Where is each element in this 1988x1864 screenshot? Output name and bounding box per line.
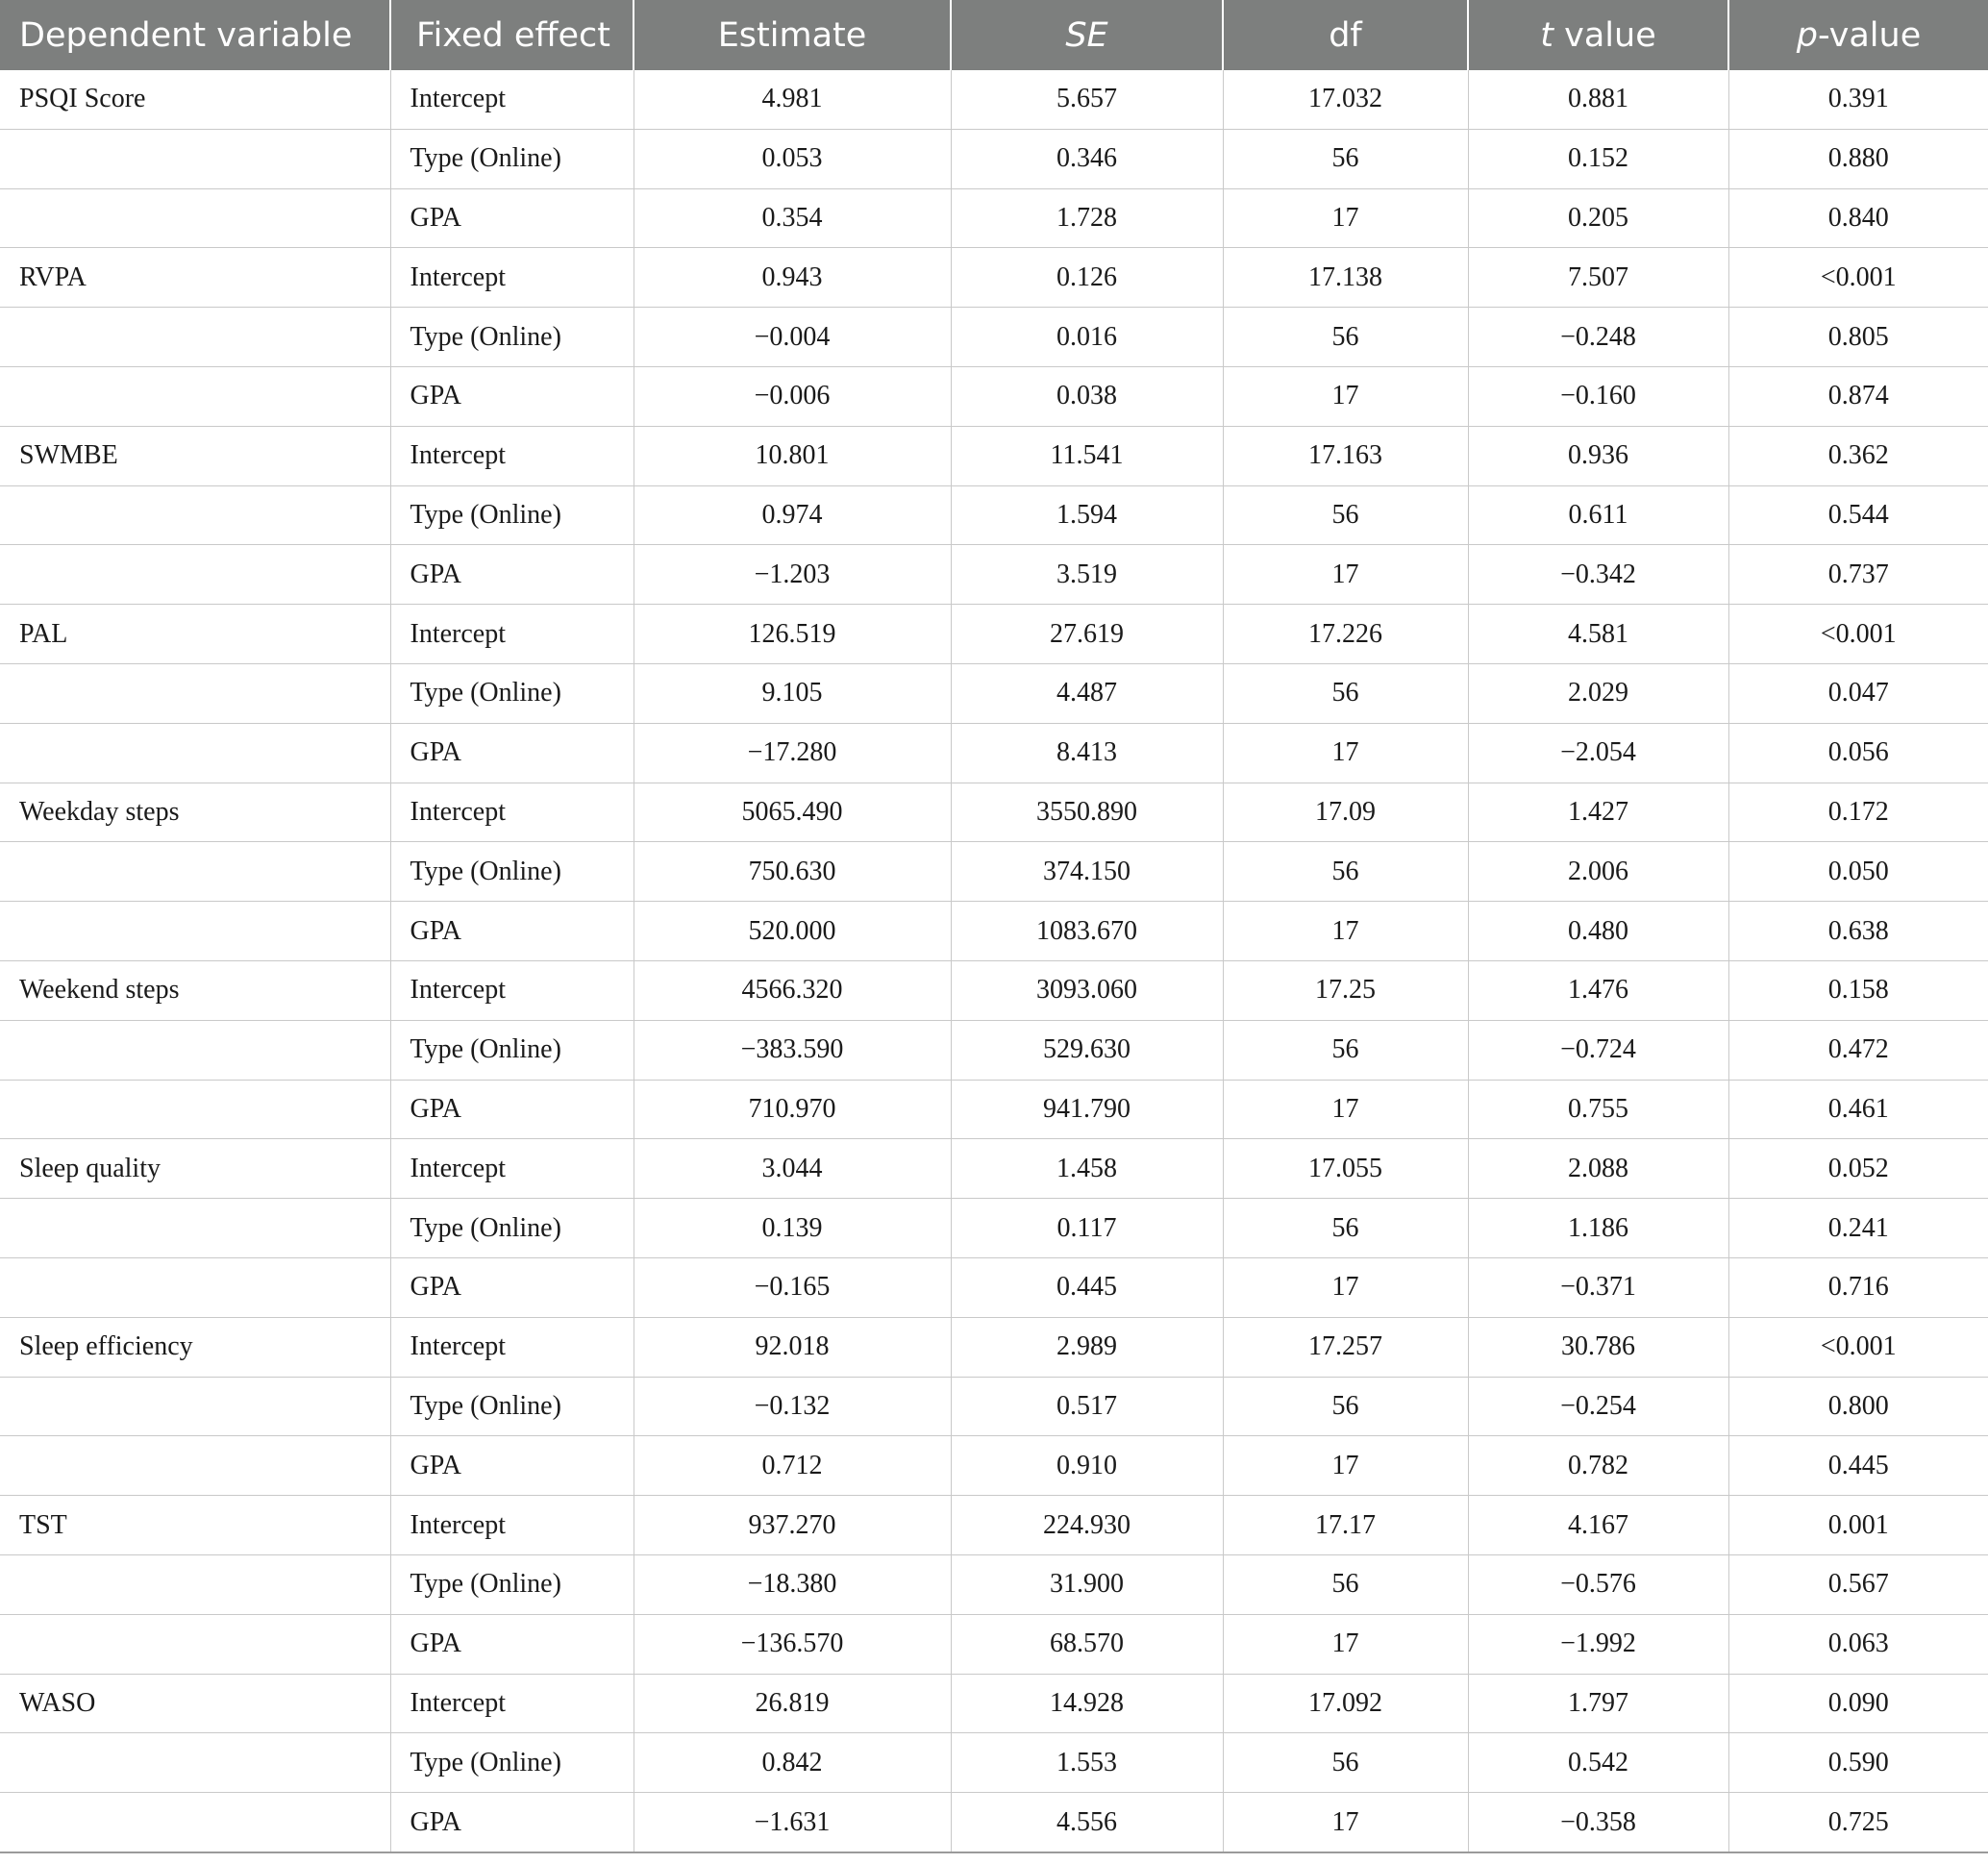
p-value-cell: 0.362 — [1728, 426, 1988, 485]
dependent-variable-cell — [0, 1554, 390, 1614]
dependent-variable-cell — [0, 1080, 390, 1139]
p-value-cell: <0.001 — [1728, 1317, 1988, 1377]
se-cell: 3.519 — [951, 545, 1223, 605]
t-value-cell: 1.797 — [1468, 1674, 1728, 1733]
estimate-cell: −0.004 — [634, 308, 951, 367]
p-value-cell: 0.472 — [1728, 1020, 1988, 1080]
table-row — [0, 485, 1988, 545]
table-row — [0, 366, 1988, 426]
header-se: SE — [951, 0, 1223, 70]
dependent-variable-cell — [0, 1733, 390, 1793]
dependent-variable-cell — [0, 1020, 390, 1080]
dependent-variable-cell: TST — [0, 1496, 390, 1555]
t-value-cell: 7.507 — [1468, 248, 1728, 308]
df-cell: 17 — [1223, 1614, 1468, 1674]
p-value-cell: 0.590 — [1728, 1733, 1988, 1793]
estimate-cell: −18.380 — [634, 1554, 951, 1614]
se-cell: 529.630 — [951, 1020, 1223, 1080]
estimate-cell: 4566.320 — [634, 960, 951, 1020]
fixed-effect-cell: Type (Online) — [390, 1554, 634, 1614]
t-value-cell: 0.480 — [1468, 902, 1728, 961]
p-value-cell: 0.158 — [1728, 960, 1988, 1020]
estimate-cell: 0.842 — [634, 1733, 951, 1793]
estimate-cell: −1.203 — [634, 545, 951, 605]
fixed-effect-cell: Type (Online) — [390, 842, 634, 902]
header-df: df — [1223, 0, 1468, 70]
se-cell: 0.117 — [951, 1199, 1223, 1258]
p-value-cell: 0.056 — [1728, 723, 1988, 783]
header-estimate: Estimate — [634, 0, 951, 70]
se-cell: 1.553 — [951, 1733, 1223, 1793]
fixed-effect-cell: Type (Online) — [390, 129, 634, 188]
t-value-cell: 30.786 — [1468, 1317, 1728, 1377]
df-cell: 56 — [1223, 1377, 1468, 1436]
dependent-variable-cell — [0, 366, 390, 426]
table-row — [0, 1614, 1988, 1674]
fixed-effect-cell: Type (Online) — [390, 485, 634, 545]
table-row — [0, 129, 1988, 188]
fixed-effect-cell: GPA — [390, 1436, 634, 1496]
dependent-variable-cell — [0, 842, 390, 902]
se-cell: 3550.890 — [951, 783, 1223, 842]
table-row — [0, 188, 1988, 248]
dependent-variable-cell — [0, 1614, 390, 1674]
fixed-effect-cell: Intercept — [390, 960, 634, 1020]
se-cell: 3093.060 — [951, 960, 1223, 1020]
p-value-cell: 0.445 — [1728, 1436, 1988, 1496]
se-cell: 68.570 — [951, 1614, 1223, 1674]
fixed-effect-cell: Intercept — [390, 1674, 634, 1733]
se-cell: 8.413 — [951, 723, 1223, 783]
fixed-effect-cell: Type (Online) — [390, 1733, 634, 1793]
df-cell: 17.092 — [1223, 1674, 1468, 1733]
se-cell: 27.619 — [951, 605, 1223, 664]
t-value-cell: −0.371 — [1468, 1257, 1728, 1317]
se-cell: 0.910 — [951, 1436, 1223, 1496]
estimate-cell: −136.570 — [634, 1614, 951, 1674]
t-value-cell: 0.782 — [1468, 1436, 1728, 1496]
fixed-effect-cell: Type (Online) — [390, 308, 634, 367]
df-cell: 17.09 — [1223, 783, 1468, 842]
se-cell: 0.126 — [951, 248, 1223, 308]
dependent-variable-cell — [0, 663, 390, 723]
fixed-effect-cell: GPA — [390, 1257, 634, 1317]
t-value-cell: −0.576 — [1468, 1554, 1728, 1614]
header-t-symbol: t — [1540, 15, 1553, 55]
fixed-effect-cell: GPA — [390, 902, 634, 961]
dependent-variable-cell: Weekday steps — [0, 783, 390, 842]
table-body — [0, 70, 1988, 1852]
df-cell: 56 — [1223, 1733, 1468, 1793]
df-cell: 56 — [1223, 485, 1468, 545]
table-row — [0, 783, 1988, 842]
p-value-cell: 0.840 — [1728, 188, 1988, 248]
dependent-variable-cell — [0, 902, 390, 961]
header-t-suffix: value — [1553, 15, 1656, 55]
t-value-cell: 2.029 — [1468, 663, 1728, 723]
table-row — [0, 960, 1988, 1020]
fixed-effect-cell: GPA — [390, 1080, 634, 1139]
se-cell: 0.346 — [951, 129, 1223, 188]
fixed-effect-cell: Intercept — [390, 1317, 634, 1377]
p-value-cell: <0.001 — [1728, 248, 1988, 308]
fixed-effect-cell: Intercept — [390, 426, 634, 485]
fixed-effect-cell: GPA — [390, 366, 634, 426]
estimate-cell: 10.801 — [634, 426, 951, 485]
fixed-effect-cell: Intercept — [390, 1496, 634, 1555]
se-cell: 1.594 — [951, 485, 1223, 545]
t-value-cell: −0.248 — [1468, 308, 1728, 367]
dependent-variable-cell: SWMBE — [0, 426, 390, 485]
se-cell: 0.038 — [951, 366, 1223, 426]
dependent-variable-cell — [0, 1436, 390, 1496]
df-cell: 56 — [1223, 663, 1468, 723]
estimate-cell: −1.631 — [634, 1793, 951, 1852]
estimate-cell: 9.105 — [634, 663, 951, 723]
dependent-variable-cell — [0, 308, 390, 367]
table-row — [0, 663, 1988, 723]
p-value-cell: 0.172 — [1728, 783, 1988, 842]
t-value-cell: 1.476 — [1468, 960, 1728, 1020]
p-value-cell: 0.805 — [1728, 308, 1988, 367]
header-p-symbol: p — [1796, 15, 1818, 55]
df-cell: 56 — [1223, 1554, 1468, 1614]
df-cell: 17.032 — [1223, 70, 1468, 129]
fixed-effect-cell: GPA — [390, 188, 634, 248]
t-value-cell: 0.542 — [1468, 1733, 1728, 1793]
df-cell: 17.17 — [1223, 1496, 1468, 1555]
t-value-cell: 0.611 — [1468, 485, 1728, 545]
dependent-variable-cell — [0, 1257, 390, 1317]
table-row — [0, 842, 1988, 902]
estimate-cell: 710.970 — [634, 1080, 951, 1139]
table-row — [0, 723, 1988, 783]
table-row — [0, 1020, 1988, 1080]
dependent-variable-cell: WASO — [0, 1674, 390, 1733]
fixed-effect-cell: GPA — [390, 1793, 634, 1852]
df-cell: 17 — [1223, 1793, 1468, 1852]
dependent-variable-cell: Sleep efficiency — [0, 1317, 390, 1377]
t-value-cell: 0.936 — [1468, 426, 1728, 485]
fixed-effect-cell: GPA — [390, 723, 634, 783]
t-value-cell: −0.358 — [1468, 1793, 1728, 1852]
t-value-cell: 0.205 — [1468, 188, 1728, 248]
p-value-cell: 0.544 — [1728, 485, 1988, 545]
table-row — [0, 1496, 1988, 1555]
estimate-cell: 0.712 — [634, 1436, 951, 1496]
dependent-variable-cell: RVPA — [0, 248, 390, 308]
df-cell: 17.055 — [1223, 1139, 1468, 1199]
t-value-cell: 2.088 — [1468, 1139, 1728, 1199]
t-value-cell: −0.254 — [1468, 1377, 1728, 1436]
se-cell: 1083.670 — [951, 902, 1223, 961]
df-cell: 17 — [1223, 366, 1468, 426]
dependent-variable-cell: PSQI Score — [0, 70, 390, 129]
df-cell: 17.138 — [1223, 248, 1468, 308]
se-cell: 1.458 — [951, 1139, 1223, 1199]
df-cell: 17 — [1223, 723, 1468, 783]
t-value-cell: 1.186 — [1468, 1199, 1728, 1258]
fixed-effect-cell: Intercept — [390, 248, 634, 308]
dependent-variable-cell: Weekend steps — [0, 960, 390, 1020]
df-cell: 17 — [1223, 1257, 1468, 1317]
se-cell: 14.928 — [951, 1674, 1223, 1733]
table-row — [0, 605, 1988, 664]
df-cell: 56 — [1223, 1199, 1468, 1258]
t-value-cell: −2.054 — [1468, 723, 1728, 783]
header-row — [0, 0, 1988, 70]
df-cell: 17 — [1223, 545, 1468, 605]
table-row — [0, 1674, 1988, 1733]
table-row — [0, 1080, 1988, 1139]
p-value-cell: <0.001 — [1728, 605, 1988, 664]
table-row — [0, 308, 1988, 367]
estimate-cell: 520.000 — [634, 902, 951, 961]
dependent-variable-cell — [0, 1377, 390, 1436]
df-cell: 56 — [1223, 308, 1468, 367]
df-cell: 17 — [1223, 902, 1468, 961]
se-cell: 0.445 — [951, 1257, 1223, 1317]
p-value-cell: 0.638 — [1728, 902, 1988, 961]
t-value-cell: 4.167 — [1468, 1496, 1728, 1555]
se-cell: 0.016 — [951, 308, 1223, 367]
p-value-cell: 0.063 — [1728, 1614, 1988, 1674]
p-value-cell: 0.737 — [1728, 545, 1988, 605]
estimate-cell: 0.943 — [634, 248, 951, 308]
table-row — [0, 902, 1988, 961]
dependent-variable-cell — [0, 129, 390, 188]
t-value-cell: 1.427 — [1468, 783, 1728, 842]
se-cell: 4.487 — [951, 663, 1223, 723]
t-value-cell: −1.992 — [1468, 1614, 1728, 1674]
p-value-cell: 0.880 — [1728, 129, 1988, 188]
df-cell: 17.163 — [1223, 426, 1468, 485]
estimate-cell: −17.280 — [634, 723, 951, 783]
header-dependent-variable: Dependent variable — [0, 0, 390, 70]
se-cell: 5.657 — [951, 70, 1223, 129]
table-row — [0, 426, 1988, 485]
se-cell: 224.930 — [951, 1496, 1223, 1555]
df-cell: 56 — [1223, 842, 1468, 902]
se-cell: 31.900 — [951, 1554, 1223, 1614]
fixed-effect-cell: Type (Online) — [390, 1377, 634, 1436]
dependent-variable-cell — [0, 485, 390, 545]
estimate-cell: −0.006 — [634, 366, 951, 426]
t-value-cell: 2.006 — [1468, 842, 1728, 902]
header-p-value — [1728, 0, 1988, 70]
table-row — [0, 1793, 1988, 1852]
fixed-effect-cell: Type (Online) — [390, 1199, 634, 1258]
dependent-variable-cell — [0, 1199, 390, 1258]
p-value-cell: 0.001 — [1728, 1496, 1988, 1555]
estimate-cell: −0.132 — [634, 1377, 951, 1436]
table-row — [0, 1377, 1988, 1436]
estimate-cell: 26.819 — [634, 1674, 951, 1733]
fixed-effect-cell: Intercept — [390, 1139, 634, 1199]
dependent-variable-cell — [0, 545, 390, 605]
estimate-cell: 92.018 — [634, 1317, 951, 1377]
se-cell: 0.517 — [951, 1377, 1223, 1436]
p-value-cell: 0.567 — [1728, 1554, 1988, 1614]
dependent-variable-cell: Sleep quality — [0, 1139, 390, 1199]
estimate-cell: −0.165 — [634, 1257, 951, 1317]
table-row — [0, 1257, 1988, 1317]
table-header — [0, 0, 1988, 70]
fixed-effect-cell: Intercept — [390, 605, 634, 664]
table-row — [0, 545, 1988, 605]
t-value-cell: 0.152 — [1468, 129, 1728, 188]
df-cell: 17 — [1223, 1436, 1468, 1496]
p-value-cell: 0.391 — [1728, 70, 1988, 129]
se-cell: 11.541 — [951, 426, 1223, 485]
df-cell: 56 — [1223, 129, 1468, 188]
se-cell: 4.556 — [951, 1793, 1223, 1852]
estimate-cell: 3.044 — [634, 1139, 951, 1199]
dependent-variable-cell — [0, 1793, 390, 1852]
p-value-cell: 0.047 — [1728, 663, 1988, 723]
estimate-cell: 750.630 — [634, 842, 951, 902]
estimate-cell: 937.270 — [634, 1496, 951, 1555]
estimate-cell: 0.354 — [634, 188, 951, 248]
p-value-cell: 0.052 — [1728, 1139, 1988, 1199]
fixed-effect-cell: Intercept — [390, 70, 634, 129]
estimate-cell: 0.974 — [634, 485, 951, 545]
se-cell: 1.728 — [951, 188, 1223, 248]
p-value-cell: 0.725 — [1728, 1793, 1988, 1852]
t-value-cell: −0.724 — [1468, 1020, 1728, 1080]
p-value-cell: 0.461 — [1728, 1080, 1988, 1139]
df-cell: 17 — [1223, 1080, 1468, 1139]
dependent-variable-cell — [0, 188, 390, 248]
fixed-effect-cell: GPA — [390, 545, 634, 605]
table-row — [0, 1199, 1988, 1258]
se-cell: 941.790 — [951, 1080, 1223, 1139]
p-value-cell: 0.716 — [1728, 1257, 1988, 1317]
se-cell: 374.150 — [951, 842, 1223, 902]
t-value-cell: 0.755 — [1468, 1080, 1728, 1139]
estimate-cell: 126.519 — [634, 605, 951, 664]
fixed-effect-cell: GPA — [390, 1614, 634, 1674]
t-value-cell: 4.581 — [1468, 605, 1728, 664]
p-value-cell: 0.241 — [1728, 1199, 1988, 1258]
header-fixed-effect: Fixed effect — [390, 0, 634, 70]
estimate-cell: 4.981 — [634, 70, 951, 129]
t-value-cell: 0.881 — [1468, 70, 1728, 129]
fixed-effect-cell: Intercept — [390, 783, 634, 842]
estimate-cell: 5065.490 — [634, 783, 951, 842]
p-value-cell: 0.050 — [1728, 842, 1988, 902]
table-row — [0, 1139, 1988, 1199]
df-cell: 17.257 — [1223, 1317, 1468, 1377]
se-cell: 2.989 — [951, 1317, 1223, 1377]
header-p-suffix: -value — [1817, 15, 1922, 55]
df-cell: 56 — [1223, 1020, 1468, 1080]
p-value-cell: 0.800 — [1728, 1377, 1988, 1436]
table-row — [0, 1554, 1988, 1614]
fixed-effect-cell: Type (Online) — [390, 1020, 634, 1080]
fixed-effect-cell: Type (Online) — [390, 663, 634, 723]
table-row — [0, 70, 1988, 129]
p-value-cell: 0.090 — [1728, 1674, 1988, 1733]
df-cell: 17 — [1223, 188, 1468, 248]
dependent-variable-cell: PAL — [0, 605, 390, 664]
estimate-cell: 0.053 — [634, 129, 951, 188]
table-row — [0, 1436, 1988, 1496]
table-row — [0, 1317, 1988, 1377]
estimate-cell: −383.590 — [634, 1020, 951, 1080]
df-cell: 17.226 — [1223, 605, 1468, 664]
table-row — [0, 248, 1988, 308]
dependent-variable-cell — [0, 723, 390, 783]
p-value-cell: 0.874 — [1728, 366, 1988, 426]
header-t-value — [1468, 0, 1728, 70]
df-cell: 17.25 — [1223, 960, 1468, 1020]
t-value-cell: −0.342 — [1468, 545, 1728, 605]
t-value-cell: −0.160 — [1468, 366, 1728, 426]
table-row — [0, 1733, 1988, 1793]
estimate-cell: 0.139 — [634, 1199, 951, 1258]
